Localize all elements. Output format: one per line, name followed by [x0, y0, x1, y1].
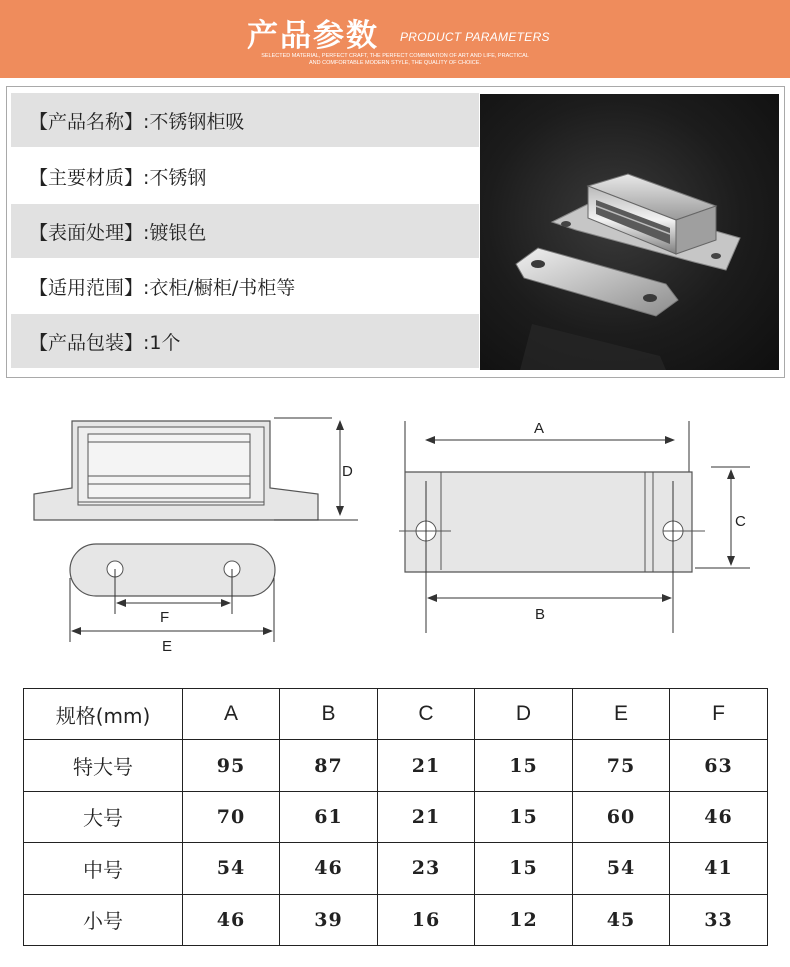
dimension-label-c: C — [735, 513, 746, 530]
table-cell: 60 — [573, 791, 670, 842]
table-cell: 45 — [573, 894, 670, 945]
param-value: :镀银色 — [143, 221, 207, 244]
table-cell: 33 — [670, 894, 768, 945]
table-cell: 21 — [378, 740, 475, 791]
param-value: :不锈钢柜吸 — [143, 110, 245, 133]
table-cell: 23 — [378, 843, 475, 894]
table-cell: 46 — [183, 894, 280, 945]
banner-subtitle-line1: SELECTED MATERIAL, PERFECT CRAFT, THE PERFECT COMBINATION OF ART AND LIFE, PRACTICAL — [261, 53, 529, 59]
table-row-label: 中号 — [24, 843, 183, 894]
param-value: :衣柜/橱柜/书柜等 — [143, 276, 296, 299]
param-row-package — [11, 314, 479, 368]
dimension-label-a: A — [534, 420, 545, 437]
product-photo — [480, 94, 779, 370]
table-cell: 15 — [475, 740, 573, 791]
header-banner — [0, 0, 790, 78]
magnetic-catch-illustration — [480, 94, 779, 370]
banner-title-en: PRODUCT PARAMETERS — [400, 30, 550, 44]
dimension-label-e: E — [162, 638, 173, 655]
table-cell: 41 — [670, 843, 768, 894]
strike-plate-diagram — [60, 538, 290, 658]
table-cell: 54 — [183, 843, 280, 894]
table-cell: 70 — [183, 791, 280, 842]
dimension-label-b: B — [535, 606, 546, 623]
param-label: 【主要材质】 — [29, 166, 144, 189]
table-header-row — [24, 689, 768, 740]
table-header-cell: C — [378, 689, 475, 740]
dimension-label-f: F — [160, 609, 170, 626]
table-row — [24, 843, 768, 894]
table-header-cell: D — [475, 689, 573, 740]
params-panel — [6, 86, 785, 378]
param-row-name — [11, 93, 479, 147]
table-header-cell: A — [183, 689, 280, 740]
banner-subtitle — [0, 53, 790, 67]
param-label: 【适用范围】 — [29, 276, 144, 299]
table-header-cell: E — [573, 689, 670, 740]
table-cell: 54 — [573, 843, 670, 894]
banner-title: 产品参数 — [247, 18, 379, 54]
table-cell: 63 — [670, 740, 768, 791]
param-row-material — [11, 149, 479, 203]
table-cell: 21 — [378, 791, 475, 842]
param-label: 【产品名称】 — [29, 110, 144, 133]
table-cell: 39 — [280, 894, 378, 945]
table-cell: 46 — [670, 791, 768, 842]
table-cell: 95 — [183, 740, 280, 791]
table-cell: 15 — [475, 791, 573, 842]
table-header-cell: 规格(mm) — [24, 689, 183, 740]
table-cell: 46 — [280, 843, 378, 894]
table-row — [24, 894, 768, 945]
param-label: 【产品包装】 — [29, 331, 144, 354]
table-cell: 12 — [475, 894, 573, 945]
table-row-label: 特大号 — [24, 740, 183, 791]
table-row — [24, 740, 768, 791]
table-cell: 15 — [475, 843, 573, 894]
table-cell: 75 — [573, 740, 670, 791]
banner-subtitle-line2: AND COMFORTABLE MODERN STYLE, THE QUALITY OF CHOICE. — [309, 60, 481, 66]
param-value: :1个 — [143, 331, 181, 354]
top-view-diagram — [395, 415, 760, 640]
table-cell: 16 — [378, 894, 475, 945]
param-value: :不锈钢 — [143, 166, 207, 189]
param-row-usage — [11, 259, 479, 313]
table-row — [24, 791, 768, 842]
dimension-label-d: D — [342, 463, 353, 480]
table-row-label: 大号 — [24, 791, 183, 842]
side-view-diagram — [28, 410, 368, 530]
table-header-cell: B — [280, 689, 378, 740]
table-cell: 87 — [280, 740, 378, 791]
param-row-finish — [11, 204, 479, 258]
spec-table — [23, 688, 768, 946]
table-cell: 61 — [280, 791, 378, 842]
table-row-label: 小号 — [24, 894, 183, 945]
table-header-cell: F — [670, 689, 768, 740]
param-label: 【表面处理】 — [29, 221, 144, 244]
